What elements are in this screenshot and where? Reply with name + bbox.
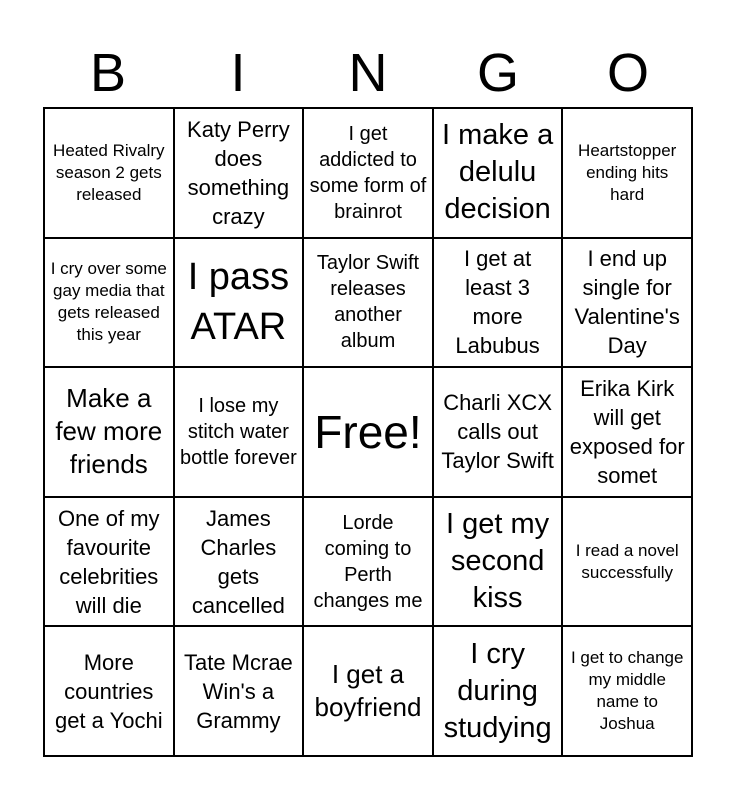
cell-text: Heartstopper ending hits hard	[578, 140, 677, 204]
cell-text: Erika Kirk will get exposed for somet	[569, 375, 685, 488]
cell-text: I end up single for Valentine's Day	[574, 246, 680, 359]
cell-text: I lose my stitch water bottle forever	[180, 394, 297, 469]
cell-text: Heated Rivalry season 2 gets released	[53, 140, 165, 204]
bingo-cell[interactable]	[562, 108, 692, 238]
bingo-cell[interactable]	[433, 108, 563, 238]
cell-text: I get a boyfriend	[314, 659, 422, 723]
bingo-board	[43, 107, 693, 757]
bingo-cell[interactable]	[562, 497, 692, 627]
bingo-cell[interactable]	[303, 497, 433, 627]
cell-text: I pass ATAR	[187, 256, 290, 349]
free-space-text: Free!	[314, 405, 422, 458]
bingo-cell[interactable]	[174, 238, 304, 368]
bingo-cell[interactable]	[562, 626, 692, 756]
cell-text: I read a novel successfully	[575, 540, 679, 582]
header-letter-b: B	[89, 43, 127, 103]
cell-text: More countries get a Yochi	[54, 649, 163, 733]
bingo-cell[interactable]	[174, 108, 304, 238]
cell-text: Charli XCX calls out Taylor Swift	[441, 390, 554, 474]
cell-text: I cry over some gay media that gets released this year	[50, 259, 167, 345]
bingo-cell[interactable]	[174, 367, 304, 497]
cell-text: I make a delulu decision	[441, 119, 554, 226]
bingo-cell[interactable]	[433, 238, 563, 368]
bingo-cell[interactable]	[44, 367, 174, 497]
header-letter-i: I	[230, 43, 246, 103]
cell-text: I cry during studying	[443, 637, 552, 744]
cell-text: Make a few more friends	[55, 383, 163, 480]
cell-text: One of my favourite celebrities will die	[58, 505, 160, 618]
cell-text: Lorde coming to Perth changes me	[313, 511, 423, 612]
cell-text: I get my second kiss	[446, 508, 550, 615]
bingo-cell[interactable]	[303, 238, 433, 368]
bingo-cell[interactable]	[44, 108, 174, 238]
bingo-cell[interactable]	[433, 367, 563, 497]
bingo-cell[interactable]	[44, 238, 174, 368]
header-letter-g: G	[476, 43, 519, 103]
header-letter-o: O	[606, 43, 649, 103]
cell-text: James Charles gets cancelled	[191, 505, 285, 618]
bingo-cell[interactable]	[562, 367, 692, 497]
bingo-cell[interactable]	[44, 497, 174, 627]
bingo-cell[interactable]	[433, 497, 563, 627]
bingo-cell[interactable]	[303, 108, 433, 238]
cell-text: Tate Mcrae Win's a Grammy	[183, 649, 293, 733]
bingo-cell[interactable]	[44, 626, 174, 756]
cell-text: I get to change my middle name to Joshua	[570, 648, 684, 734]
bingo-header	[43, 38, 693, 108]
cell-text: Taylor Swift releases another album	[316, 252, 420, 353]
cell-text: I get addicted to some form of brainrot	[309, 122, 427, 223]
bingo-cell[interactable]	[433, 626, 563, 756]
free-space-cell[interactable]	[303, 367, 433, 497]
bingo-cell[interactable]	[174, 626, 304, 756]
cell-text: Katy Perry does something crazy	[187, 116, 290, 229]
header-letter-n: N	[348, 43, 388, 103]
cell-text: I get at least 3 more Labubus	[455, 246, 540, 359]
bingo-cell[interactable]	[303, 626, 433, 756]
bingo-cell[interactable]	[562, 238, 692, 368]
bingo-cell[interactable]	[174, 497, 304, 627]
